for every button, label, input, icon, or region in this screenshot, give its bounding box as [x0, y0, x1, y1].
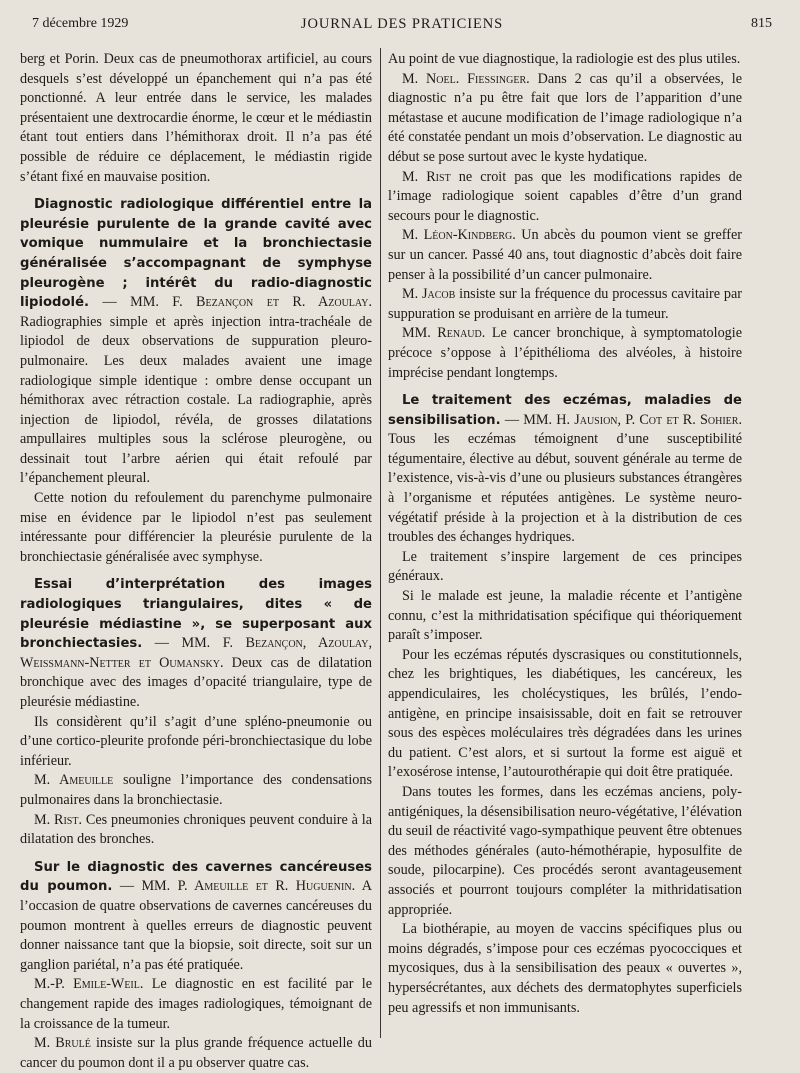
section-authors: — MM. F. Bezançon, Azoulay, Weissmann-Netter et Oumansky. — [20, 635, 372, 671]
paragraph: Le traitement s’inspire largement de ces principes généraux. — [388, 548, 742, 585]
page-header — [32, 16, 772, 38]
section-authors: — MM. P. Ameuille et R. Huguenin. — [119, 878, 356, 895]
speaker-name: M.-P. Emile-Weil. — [34, 976, 144, 993]
speaker-name: MM. Renaud. — [402, 325, 486, 342]
section-heading-paragraph — [20, 575, 372, 712]
paragraph-text: ne croit pas que les modifications rapides de l’image radiologique soient capables d’être d’un grand secours pour le diagnostic. — [388, 168, 743, 224]
section-heading-paragraph — [20, 858, 372, 976]
paragraph-text: Un abcès du poumon vient se greffer sur un cancer. Passé 40 ans, tout diagnostic d’abcès doit faire penser à la possibilité d’un cancer pulmonaire. — [388, 227, 742, 283]
section-title: Essai d’interprétation des images radiologiques triangulaires, dites « de pleurésie médiastine », se superposant aux bronchiectasies. — [20, 577, 372, 652]
paragraph-text: insiste sur la plus grande fréquence actuelle du cancer du poumon dont il a pu observer quatre cas. — [20, 1035, 372, 1071]
paragraph — [20, 771, 372, 810]
speaker-name: M. Rist — [402, 168, 451, 185]
paragraph — [388, 70, 742, 168]
speaker-name: M. Brulé — [34, 1035, 91, 1052]
section-body: A l’occasion de quatre observations de cavernes cancéreuses du poumon montrent à quelles erreurs de diagnostic peuvent donner naissance tant que la biopsie, soit directe, soit sur un ganglion pariétal, n’a pas été pratiquée. — [20, 878, 373, 973]
section-body: Radiographies simple et après injection intra-trachéale de lipiodol de deux observations de suppuration pleuro-pulmonaire. Les deux malades avaient une image radiologique simple identique : ombre dense occupant un hémithorax avec rétraction costale. La radiographie, après injection de lipiodol, révéla, de grosses dilatations ampullaires multiples sous la sclérose pleurogène, ou dessinait tout l’arbre aérien qui était refoulé par l’épanchement pleural. — [20, 313, 372, 487]
paragraph: berg et Porin. Deux cas de pneumothorax artificiel, au cours desquels s’est développé un épanchement qui n’a pas été ponctionné. A leur entrée dans le service, les malades présentaient une dextrocardie énorme, le cœur et le médiastin étant tout entiers dans l’hémithorax droit. Il n’a pas été possible de réduire ce déplacement, le médiastin rigide s’étant fixé en mauvaise position. — [20, 51, 372, 185]
section-body: Deux cas de dilatation bronchique avec des images d’opacité triangulaire, type de pleurésie médiastine. — [20, 654, 373, 710]
paragraph: Si le malade est jeune, la maladie récente et l’antigène connu, c’est la mithridatisation spécifique qui théoriquement paraît s’imposer. — [388, 588, 742, 644]
speaker-name: M. Ameuille — [34, 772, 114, 789]
paragraph — [20, 975, 372, 1034]
section-heading-paragraph — [388, 391, 742, 548]
paragraph-text: Le diagnostic en est facilité par le changement rapide des images radiologiques, témoignant de la croissance de la tumeur. — [20, 976, 372, 1032]
left-column — [20, 50, 372, 1073]
paragraph — [388, 324, 742, 383]
paragraph-text: Ces pneumonies chroniques peuvent conduire à la dilatation des bronches. — [20, 811, 373, 848]
paragraph: Pour les eczémas réputés dyscrasiques ou constitutionnels, chez les brightiques, les diabétiques, les cancéreux, les appendiculaires, les cholécystiques, les brûlés, l’endo-antigène, en principe insaisissable, doit en fait se retrouver sous des espèces moléculaires très dégradées dans les urines du patient. C’est alors, et si surtout la forme est aiguë et l’exosérose intense, l’autourothérapie qui doit être pratiquée. — [388, 646, 742, 781]
header-page-number: 815 — [751, 16, 772, 31]
section-authors: — MM. H. Jausion, P. Cot et R. Sohier. — [504, 411, 742, 428]
column-divider — [380, 48, 381, 1038]
section-body: Tous les eczémas témoignent d’une susceptibilité tégumentaire, élective au début, souvent générale au terme de l’existence, vis-à-vis d’une ou plusieurs substances étrangères à l’organisme et réputées antigènes. Le système neuro-végétatif préside à la projection et à la distribution de ces troubles des échanges hydriques. — [388, 431, 742, 546]
paragraph: Au point de vue diagnostique, la radiologie est des plus utiles. — [388, 51, 741, 67]
right-column — [388, 50, 742, 1018]
paragraph: Ils considèrent qu’il s’agit d’une spléno-pneumonie ou d’une cortico-pleurite profonde péri-bronchiectasique du lobe inférieur. — [20, 713, 372, 769]
paragraph — [388, 285, 742, 324]
paragraph: Dans toutes les formes, dans les eczémas anciens, poly-antigéniques, la désensibilisation neuro-végétative, l’élévation du seuil de réactivité vago-sympathique peuvent être obtenues des méthodes générales (auto-hémothérapie, hyposulfite de soude, pilocarpine). Ces procédés seront avantageusement associés et pourront toujours compléter la mithridatisation appropriée. — [388, 783, 742, 918]
header-journal-title: JOURNAL DES PRATICIENS — [300, 16, 504, 32]
paragraph-text: Dans 2 cas qu’il a observées, le diagnostic n’a pu être fait que lors de l’apparition d’une métastase et aucune modification de l’image radiologique n’a été constatée pendant un mois d’observation. Le diagnostic au début se pose surtout avec le kyste hydatique. — [388, 70, 743, 165]
paragraph-text: Le cancer bronchique, à symptomatologie précoce s’oppose à l’épithélioma des alvéoles, à histoire imprécise pendant longtemps. — [388, 325, 742, 381]
section-heading-paragraph — [20, 195, 372, 489]
paragraph — [20, 811, 372, 850]
header-date: 7 décembre 1929 — [32, 16, 129, 31]
paragraph — [388, 168, 742, 227]
section-title: Diagnostic radiologique différentiel entre la pleurésie purulente de la grande cavité avec vomique nummulaire et la bronchiectasie généralisée s’accompagnant de symphyse pleurogène ; intérêt du radio-diagnostic lipiodolé. — [20, 197, 372, 311]
paragraph: Cette notion du refoulement du parenchyme pulmonaire mise en évidence par le lipiodol n’est pas seulement intéressante pour différencier la pleurésie purulente de la bronchiectasie généralisée avec symphyse. — [20, 490, 372, 565]
paragraph: La biothérapie, au moyen de vaccins spécifiques plus ou moins dégradés, s’impose pour ces eczémas pyococciques et mycosiques, dus à la sensibilisation des peaux « ouvertes », hypersécrétantes, aux déchets des dermatophytes superficiels peu agressifs et non immunisants. — [388, 921, 742, 1016]
speaker-name: M. Jacob — [402, 286, 456, 303]
paragraph — [20, 1034, 372, 1073]
section-title: Sur le diagnostic des cavernes cancéreuses du poumon. — [20, 859, 372, 895]
paragraph — [388, 226, 742, 285]
section-authors: — MM. F. Bezançon et R. Azoulay. — [102, 294, 372, 311]
section-title: Le traitement des eczémas, maladies de sensibilisation. — [388, 393, 742, 428]
speaker-name: M. Léon-Kindberg. — [402, 227, 516, 244]
speaker-name: M. Noel. Fiessinger. — [402, 70, 530, 87]
paragraph-text: insiste sur la fréquence du processus cavitaire par suppuration se produisant en arrière de la tumeur. — [388, 286, 743, 322]
paragraph-text: souligne l’importance des condensations pulmonaires dans la bronchiectasie. — [20, 772, 372, 808]
speaker-name: M. Rist. — [34, 811, 83, 828]
